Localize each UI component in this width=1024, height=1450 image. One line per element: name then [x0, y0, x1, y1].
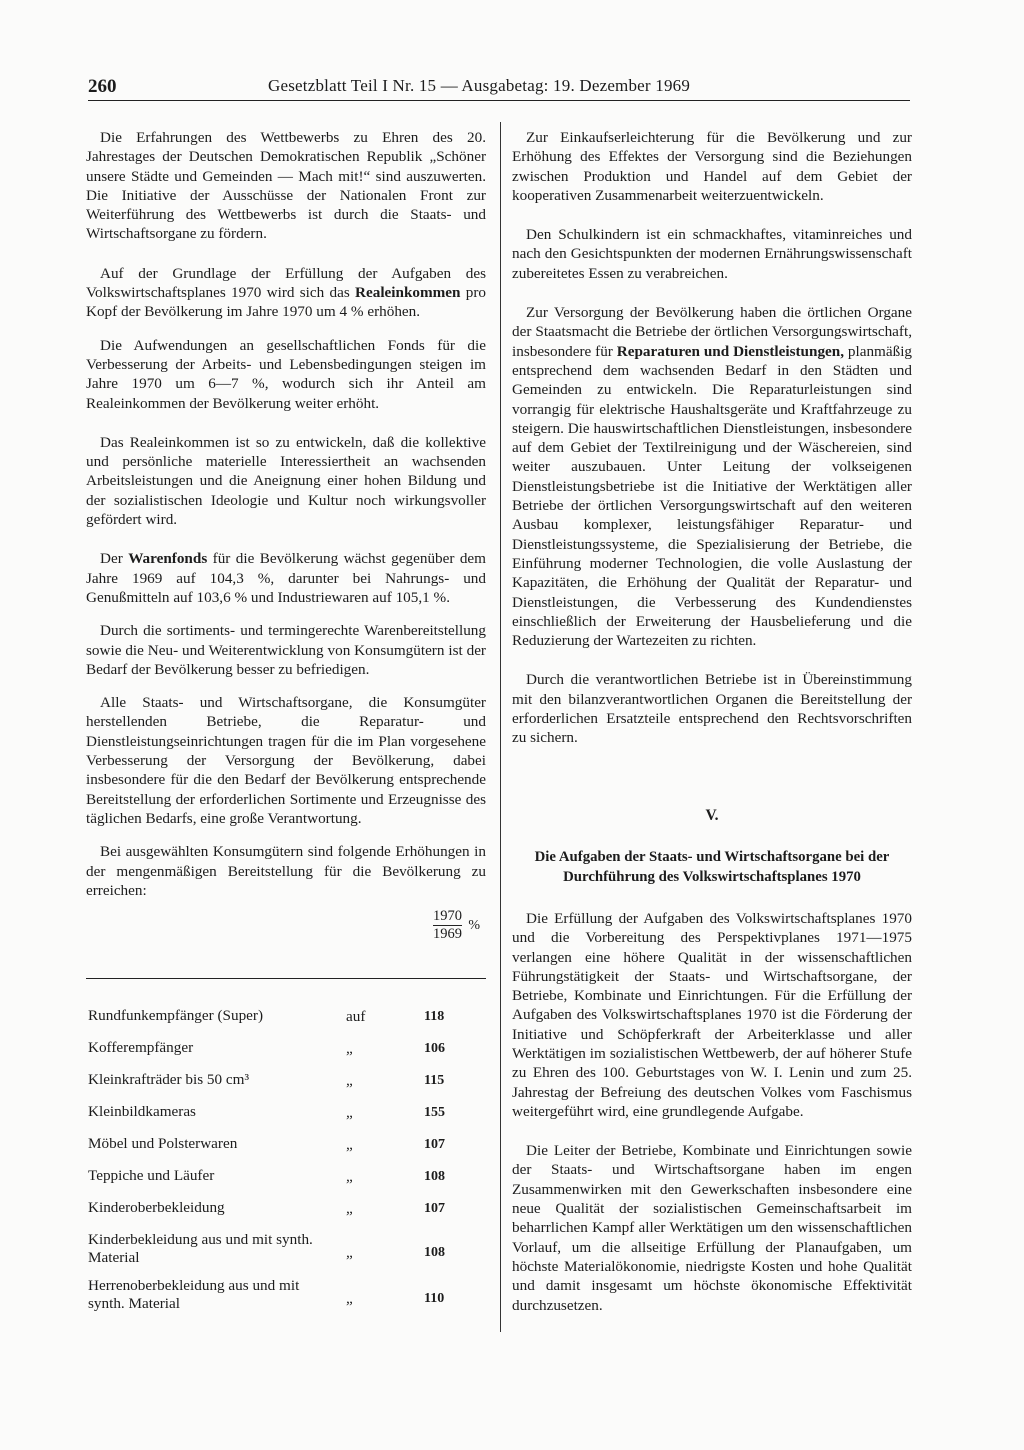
item-name: Kleinkrafträder bis 50 cm³ — [88, 1071, 250, 1089]
table-row — [86, 1135, 486, 1167]
item-unit: „ — [346, 1244, 353, 1262]
text: für die Bevölkerung wächst gegenüber dem Jahre 1969 auf 104,3 %, darunter bei Nahrungs- und Genußmitteln auf 103,6 % und Industriewaren auf 105,1 %. — [86, 550, 486, 606]
page-number: 260 — [88, 76, 117, 97]
text: Der — [100, 550, 129, 568]
paragraph: Das Realeinkommen ist so zu entwickeln, daß die kollektive und persönliche materielle Interessiertheit an wachsenden Arbeitsleistungen und die Aneignung einer hohen Bildung und der sozialistischen Ideologie und Kultur noch wirkungsvoller gefördert wird. — [86, 433, 486, 529]
section-number: V. — [705, 806, 719, 824]
text: Zur Versorgung der Bevölkerung haben die örtlichen Organe der Staatsmacht die Betriebe der örtlichen Versorgungswirtschaft, insbesondere für — [512, 304, 912, 360]
ratio-numerator: 1970 — [433, 908, 462, 925]
item-unit: „ — [346, 1290, 353, 1308]
item-value: 108 — [424, 1169, 445, 1185]
table-row — [86, 1199, 486, 1231]
item-value: 107 — [424, 1137, 445, 1153]
paragraph — [86, 264, 486, 322]
item-name: Teppiche und Läufer — [88, 1167, 215, 1185]
item-value: 115 — [424, 1073, 445, 1089]
paragraph: Die Erfüllung der Aufgaben des Volkswirtschaftsplanes 1970 und die Vorbereitung des Perspektivplanes 1971—1975 verlangen eine höhere Qualität in der wissenschaftlichen Führungstätigkeit der Staats- und Wirtschaftsorgane, der Betriebe, Kombinate und Einrichtungen. Für die Erfüllung der Aufgaben des Volkswirtschaftsplanes 1970 ist die Förderung der Initiative und Schöpferkraft der Arbeiterklasse und aller Werktätigen im sozialistischen Wettbewerb, der auf höherer Stufe zu Ehren des 100. Geburtstages von W. I. Lenin und zum 25. Jahrestag der Befreiung des deutschen Volkes vom Faschismus weitergeführt wird, eine grundlegende Aufgabe. — [512, 909, 912, 1120]
item-value: 118 — [424, 1009, 445, 1025]
text: pro Kopf der Bevölkerung im Jahre 1970 um 4 % erhöhen. — [86, 284, 486, 321]
table-row — [86, 1277, 486, 1323]
item-name: Kofferempfänger — [88, 1039, 194, 1057]
item-name: Rundfunkempfänger (Super) — [88, 1007, 264, 1025]
running-title: Gesetzblatt Teil I Nr. 15 — Ausgabetag: 19. Dezember 1969 — [268, 76, 691, 95]
left-column — [86, 128, 486, 1323]
item-value: 110 — [424, 1291, 445, 1307]
item-name: Kleinbildkameras — [88, 1103, 196, 1121]
table-row — [86, 1039, 486, 1071]
paragraph: Durch die sortiments- und termingerechte Warenbereitstellung sowie die Neu- und Weiterentwicklung von Konsumgütern ist der Bedarf der Bevölkerung besser zu befriedigen. — [86, 622, 486, 678]
item-value: 155 — [424, 1105, 445, 1121]
item-unit: „ — [346, 1200, 353, 1218]
bold-term: Realeinkommen — [355, 284, 461, 302]
table-row — [86, 1167, 486, 1199]
section-title: Die Aufgaben der Staats- und Wirtschaftsorgane bei der Durchführung des Volkswirtschaftsplanes 1970 — [534, 848, 890, 885]
bold-term: Reparaturen und Dienstleistungen, — [616, 342, 845, 360]
item-unit: „ — [346, 1104, 353, 1122]
bold-term: Warenfonds — [128, 550, 208, 568]
item-value: 108 — [424, 1245, 445, 1261]
paragraph: Die Erfahrungen des Wettbewerbs zu Ehren des 20. Jahrestages der Deutschen Demokratischen Republik „Schöner unsere Städte und Gemeinden — Mach mit!“ sind auszuwerten. Die Initiative der Ausschüsse der Nationalen Front zur Weiterführung des Wettbewerbs ist durch die Staats- und Wirtschaftsorgane zu fördern. — [86, 129, 486, 243]
item-name: Kinderbekleidung aus und mit synth. Material — [88, 1231, 313, 1267]
item-name: Herrenoberbekleidung aus und mit synth. Material — [88, 1277, 300, 1313]
item-value: 106 — [424, 1041, 445, 1057]
table-row — [86, 1103, 486, 1135]
text: planmäßig entsprechend dem wachsenden Bedarf in den Städten und Gemeinden zu entwickeln. Die Reparaturleistungen sind vorrangig für elektrische Haushaltsgeräte und Kraftfahrzeuge zu steigern. Die hauswirtschaftlichen Dienstleistungen, insbesondere auf dem Gebiet der Textilreinigung und der Wäschereien, sind weiter auszubauen. Unter Leitung der volkseigenen Dienstleistungsbetriebe ist die Initiative der Werktätigen aller Betriebe der örtlichen Versorgungswirtschaft auf den weiteren Ausbau komplexer, leistungsfähiger Reparatur- und Dienstleistungssysteme, die Spezialisierung der Betriebe, die Einführung moderner Technologien, die volle Auslastung der Kapazitäten, die Erhöhung der Qualität der Reparatur- und Dienstleistungen, die Verbesserung des Kundendienstes einschließlich der Erweiterung der Hausbelieferung und die Reduzierung der Wartezeiten zu richten. — [512, 342, 913, 650]
paragraph: Zur Einkaufserleichterung für die Bevölkerung und zur Erhöhung des Effektes der Versorgung sind die Beziehungen zwischen Produktion und Handel auf dem Gebiet der kooperativen Zusammenarbeit weiterzuentwickeln. — [512, 129, 912, 204]
paragraph — [86, 549, 486, 607]
page-header — [88, 74, 910, 101]
table-row — [86, 1071, 486, 1103]
item-unit: „ — [346, 1040, 353, 1058]
table-row — [86, 1007, 486, 1039]
item-name: Möbel und Polsterwaren — [88, 1135, 238, 1153]
paragraph: Die Aufwendungen an gesellschaftlichen Fonds für die Verbesserung der Arbeits- und Lebensbedingungen steigen im Jahre 1970 um 6—7 %, wodurch sich ihr Anteil am Realeinkommen der Bevölkerung weiter erhöht. — [86, 336, 486, 412]
paragraph: Durch die verantwortlichen Betriebe ist in Übereinstimmung mit den bilanzverantwortlichen Organen die Bereitstellung der erforderlichen Ersatzteile entsprechend den Rechtsvorschriften zu sichern. — [512, 671, 912, 747]
paragraph — [512, 303, 912, 650]
item-name: Kinderoberbekleidung — [88, 1199, 225, 1217]
text: Auf der Grundlage der Erfüllung der Aufgaben des Volkswirtschaftsplanes 1970 wird sich das — [86, 264, 486, 302]
table-rule — [86, 978, 486, 979]
item-value: 107 — [424, 1201, 445, 1217]
item-unit: auf — [346, 1008, 366, 1026]
consumer-goods-table — [86, 1007, 486, 1323]
paragraph: Die Leiter der Betriebe, Kombinate und Einrichtungen sowie der Staats- und Wirtschaftsorgane haben im engen Zusammenwirken mit den Gewerkschaften insbesondere eine neue Qualität der sozialistischen Gemeinschaftsarbeit im beharrlichen Kampf aller Werktätigen um den wissenschaftlichen Vorlauf, um die allseitige Erfüllung der Planaufgaben, um höchste Materialökonomie, niedrigste Kosten und hohe Qualität und damit insgesamt um höchste ökonomische Effektivität durchzusetzen. — [512, 1142, 912, 1314]
table-header — [86, 906, 486, 950]
table-row — [86, 1231, 486, 1277]
item-unit: „ — [346, 1072, 353, 1090]
percent-unit: % — [468, 918, 480, 934]
paragraph: Den Schulkindern ist ein schmackhaftes, vitaminreiches und nach den Gesichtspunkten der modernen Ernährungswissenschaft zubereitetes Essen zu verabreichen. — [512, 226, 912, 282]
item-unit: „ — [346, 1168, 353, 1186]
item-unit: „ — [346, 1136, 353, 1154]
right-column — [512, 128, 912, 1329]
ratio-label — [433, 908, 462, 943]
paragraph: Alle Staats- und Wirtschaftsorgane, die Konsumgüter herstellenden Betriebe, die Reparatur- und Dienstleistungseinrichtungen tragen für die im Plan vorgesehene Verbesserung der Versorgung der Bevölkerung, dabei insbesondere für die den Bedarf der Bevölkerung entsprechende Bereitstellung der erforderlichen Sortimente und Erzeugnisse des täglichen Bedarfs, eine große Verantwortung. — [86, 694, 486, 827]
ratio-denominator: 1969 — [433, 926, 462, 943]
paragraph: Bei ausgewählten Konsumgütern sind folgende Erhöhungen in der mengenmäßigen Bereitstellung für die Bevölkerung zu erreichen: — [86, 843, 486, 899]
column-divider — [500, 122, 501, 1332]
